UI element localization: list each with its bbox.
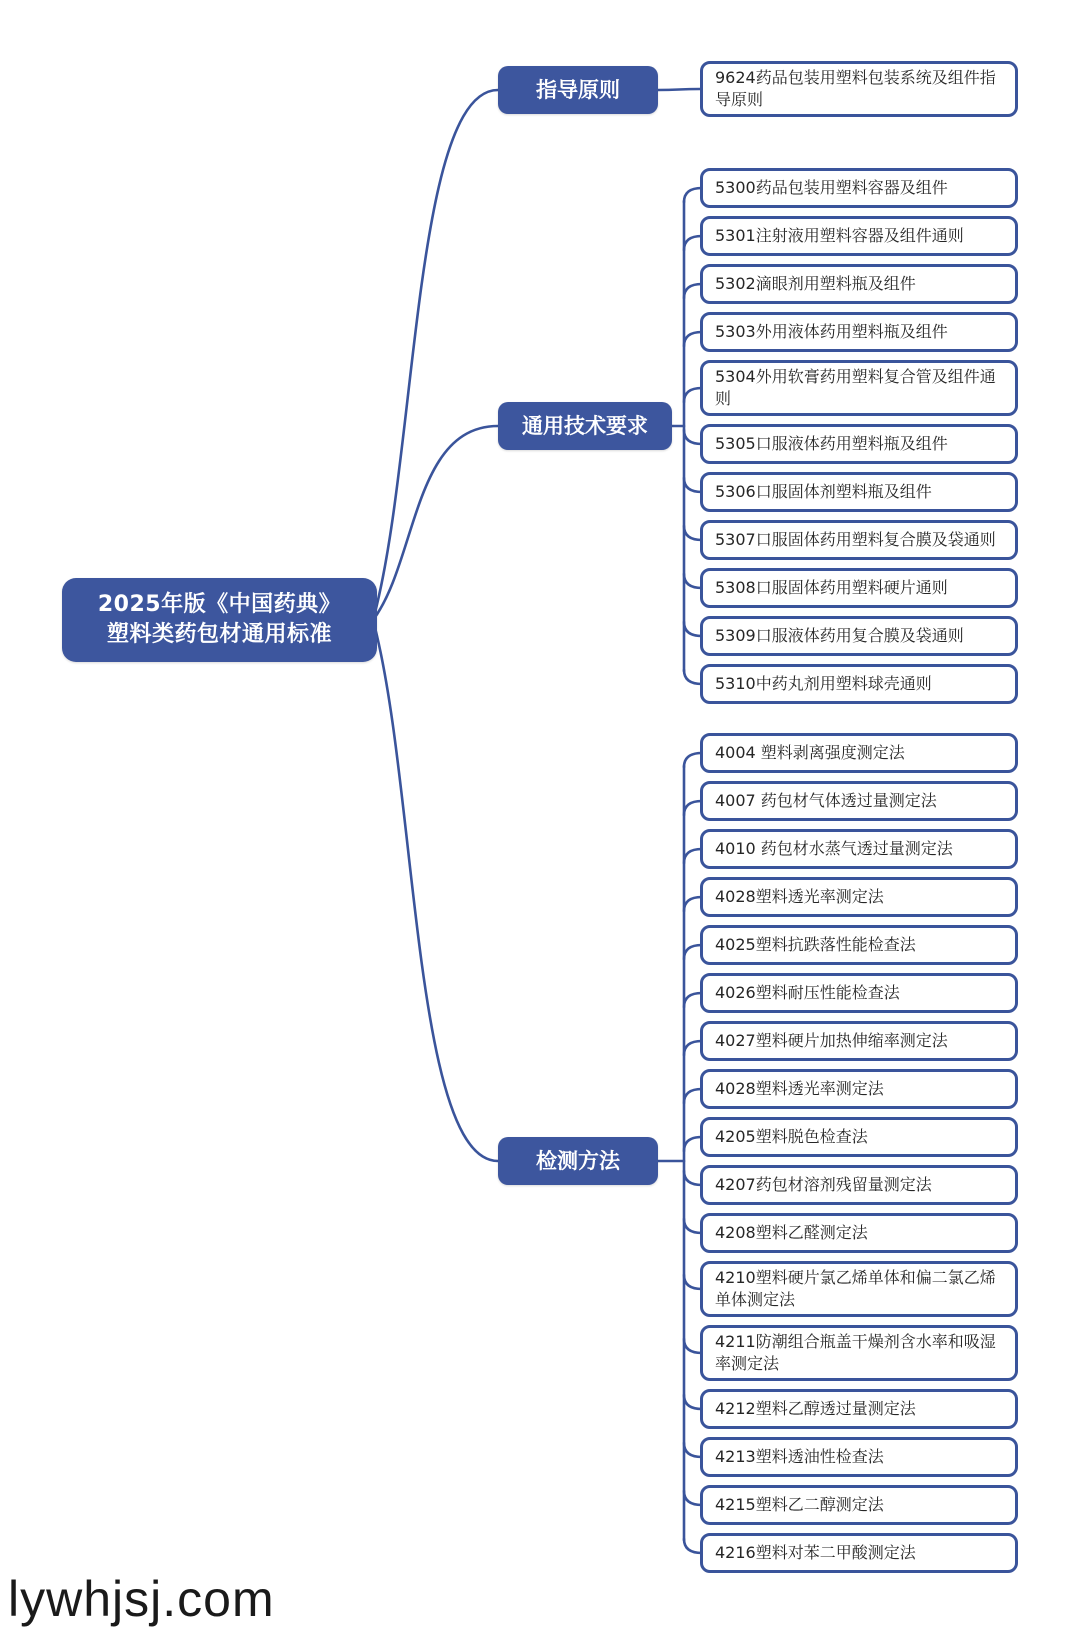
branch-node-general-technical-requirements[interactable]: 通用技术要求 [498,402,672,450]
topic-node[interactable]: 5310中药丸剂用塑料球壳通则 [700,664,1018,704]
branch-node-testing-methods[interactable]: 检测方法 [498,1137,658,1185]
topic-node[interactable]: 4212塑料乙醇透过量测定法 [700,1389,1018,1429]
topic-node[interactable]: 4028塑料透光率测定法 [700,877,1018,917]
topic-node[interactable]: 4028塑料透光率测定法 [700,1069,1018,1109]
topic-node[interactable]: 9624药品包装用塑料包装系统及组件指导原则 [700,61,1018,117]
topic-node[interactable]: 5301注射液用塑料容器及组件通则 [700,216,1018,256]
topic-node[interactable]: 5308口服固体药用塑料硬片通则 [700,568,1018,608]
root-topic-node[interactable]: 2025年版《中国药典》塑料类药包材通用标准 [62,578,377,662]
topic-node[interactable]: 4216塑料对苯二甲酸测定法 [700,1533,1018,1573]
topic-node[interactable]: 4208塑料乙醛测定法 [700,1213,1018,1253]
topic-node[interactable]: 4211防潮组合瓶盖干燥剂含水率和吸湿率测定法 [700,1325,1018,1381]
topic-node[interactable]: 5302滴眼剂用塑料瓶及组件 [700,264,1018,304]
children-column-guiding-principles [700,61,1018,117]
topic-node[interactable]: 5305口服液体药用塑料瓶及组件 [700,424,1018,464]
topic-node[interactable]: 4026塑料耐压性能检查法 [700,973,1018,1013]
topic-node[interactable]: 4205塑料脱色检查法 [700,1117,1018,1157]
topic-node[interactable]: 4207药包材溶剂残留量测定法 [700,1165,1018,1205]
children-column-general-technical-requirements [700,168,1018,704]
topic-node[interactable]: 5309口服液体药用复合膜及袋通则 [700,616,1018,656]
topic-node[interactable]: 5303外用液体药用塑料瓶及组件 [700,312,1018,352]
topic-node[interactable]: 5300药品包装用塑料容器及组件 [700,168,1018,208]
topic-node[interactable]: 4210塑料硬片氯乙烯单体和偏二氯乙烯单体测定法 [700,1261,1018,1317]
topic-node[interactable]: 4007 药包材气体透过量测定法 [700,781,1018,821]
topic-node[interactable]: 5307口服固体药用塑料复合膜及袋通则 [700,520,1018,560]
watermark-text: lywhjsj.com [8,1571,275,1627]
topic-node[interactable]: 5306口服固体剂塑料瓶及组件 [700,472,1018,512]
children-column-testing-methods [700,733,1018,1573]
topic-node[interactable]: 4215塑料乙二醇测定法 [700,1485,1018,1525]
topic-node[interactable]: 4004 塑料剥离强度测定法 [700,733,1018,773]
branch-node-guiding-principles[interactable]: 指导原则 [498,66,658,114]
topic-node[interactable]: 5304外用软膏药用塑料复合管及组件通则 [700,360,1018,416]
topic-node[interactable]: 4027塑料硬片加热伸缩率测定法 [700,1021,1018,1061]
topic-node[interactable]: 4010 药包材水蒸气透过量测定法 [700,829,1018,869]
topic-node[interactable]: 4213塑料透油性检查法 [700,1437,1018,1477]
topic-node[interactable]: 4025塑料抗跌落性能检查法 [700,925,1018,965]
